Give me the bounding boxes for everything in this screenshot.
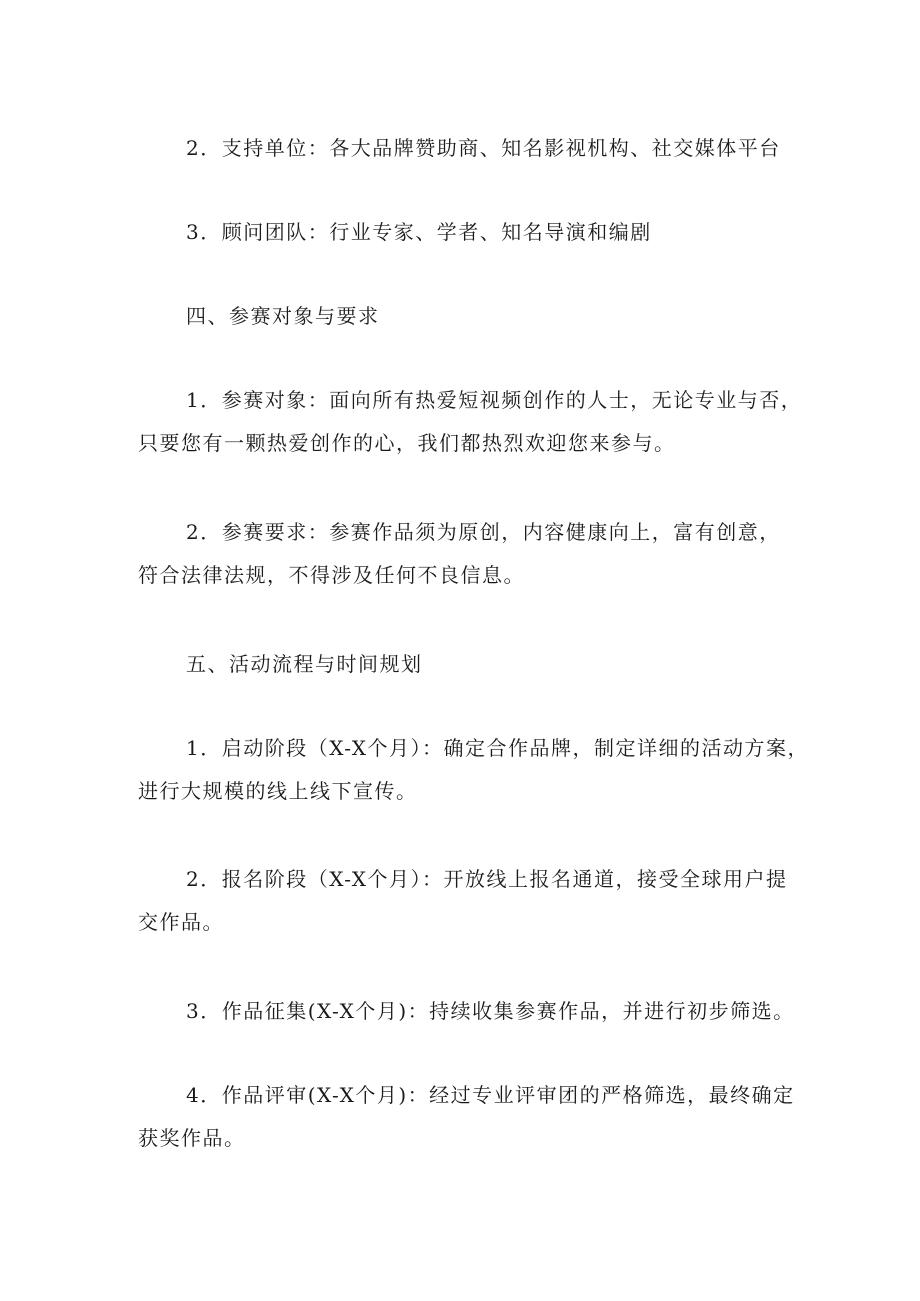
paragraph-launch-stage — [138, 727, 810, 813]
paragraph-line: 2．支持单位：各大品牌赞助商、知名影视机构、社交媒体平台 — [186, 136, 781, 160]
paragraph-support-units — [138, 127, 798, 170]
paragraph-line: 1．启动阶段（X-X个月）：确定合作品牌，制定详细的活动方案， — [186, 736, 810, 760]
paragraph-line: 3．顾问团队：行业专家、学者、知名导演和编剧 — [186, 220, 652, 244]
heading-line: 四、参赛对象与要求 — [186, 304, 380, 328]
paragraph-line: 4．作品评审(X-X个月)：经过专业评审团的严格筛选，最终确定 — [186, 1083, 795, 1107]
section-heading-participants — [138, 295, 798, 338]
paragraph-line: 交作品。 — [138, 910, 224, 934]
paragraph-line: 进行大规模的线上线下宣传。 — [138, 779, 418, 803]
paragraph-line: 1．参赛对象：面向所有热爱短视频创作的人士，无论专业与否， — [186, 388, 803, 412]
paragraph-line: 2．参赛要求：参赛作品须为原创，内容健康向上，富有创意， — [186, 520, 781, 544]
paragraph-line: 符合法律法规，不得涉及任何不良信息。 — [138, 563, 525, 587]
paragraph-line: 只要您有一颗热爱创作的心，我们都热烈欢迎您来参与。 — [138, 431, 676, 455]
paragraph-advisory-team — [138, 211, 798, 254]
paragraph-line: 获奖作品。 — [138, 1126, 246, 1150]
paragraph-line: 2．报名阶段（X-X个月）：开放线上报名通道，接受全球用户提 — [186, 867, 788, 891]
heading-line: 五、活动流程与时间规划 — [186, 652, 423, 676]
paragraph-review-stage — [138, 1074, 798, 1160]
paragraph-collection-stage — [138, 990, 798, 1033]
paragraph-line: 3．作品征集(X-X个月)：持续收集参赛作品，并进行初步筛选。 — [186, 999, 795, 1023]
paragraph-registration-stage — [138, 858, 798, 944]
section-heading-process — [138, 643, 798, 686]
paragraph-participant-targets — [138, 379, 803, 465]
paragraph-participant-requirements — [138, 511, 798, 597]
